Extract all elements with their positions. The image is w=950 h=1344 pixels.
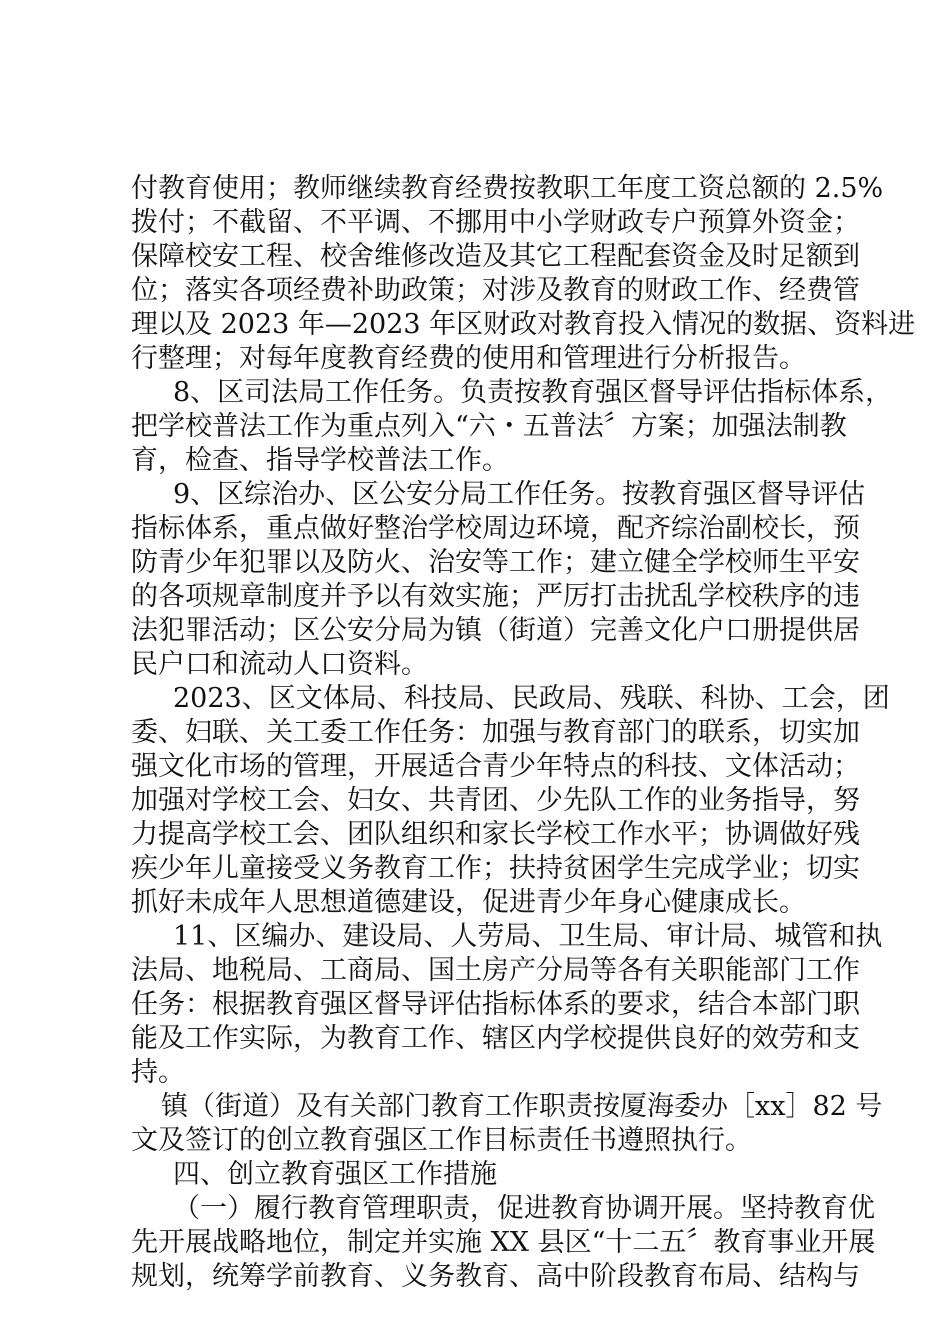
document-line: 疾少年儿童接受义务教育工作；扶持贫困学生完成学业；切实 bbox=[131, 853, 860, 884]
document-line: 2023、区文体局、科技局、民政局、残联、科协、工会，团 bbox=[173, 683, 890, 714]
document-line: 文及签订的创立教育强区工作目标责任书遵照执行。 bbox=[131, 1125, 752, 1156]
document-line: 先开展战略地位，制定并实施 XX 县区“十二五〞教育事业开展 bbox=[131, 1227, 876, 1258]
document-body bbox=[131, 172, 916, 1294]
document-line: 任务：根据教育强区督导评估指标体系的要求，结合本部门职 bbox=[131, 989, 860, 1020]
document-line: 理以及 2023 年—2023 年区财政对教育投入情况的数据、资料进 bbox=[131, 309, 916, 340]
document-line: 保障校安工程、校舍维修改造及其它工程配套资金及时足额到 bbox=[131, 241, 860, 272]
document-line: 拨付；不截留、不平调、不挪用中小学财政专户预算外资金； bbox=[131, 207, 860, 238]
document-line: 民户口和流动人口资料。 bbox=[131, 649, 428, 680]
document-line: 法局、地税局、工商局、国土房产分局等各有关职能部门工作 bbox=[131, 955, 860, 986]
document-line: 强文化市场的管理，开展适合青少年特点的科技、文体活动； bbox=[131, 751, 860, 782]
document-line: 委、妇联、关工委工作任务：加强与教育部门的联系，切实加 bbox=[131, 717, 860, 748]
document-line: 的各项规章制度并予以有效实施；严厉打击扰乱学校秩序的违 bbox=[131, 581, 860, 612]
document-line: 规划，统筹学前教育、义务教育、高中阶段教育布局、结构与 bbox=[131, 1261, 860, 1292]
document-line: 位；落实各项经费补助政策；对涉及教育的财政工作、经费管 bbox=[131, 275, 860, 306]
document-line: 11、区编办、建设局、人劳局、卫生局、审计局、城管和执 bbox=[173, 921, 883, 952]
document-line: 力提高学校工会、团队组织和家长学校工作水平；协调做好残 bbox=[131, 819, 860, 850]
document-line: 指标体系，重点做好整治学校周边环境，配齐综治副校长，预 bbox=[131, 513, 860, 544]
document-line: 行整理；对每年度教育经费的使用和管理进行分析报告。 bbox=[131, 343, 806, 374]
document-line: 抓好未成年人思想道德建设，促进青少年身心健康成长。 bbox=[131, 887, 806, 918]
document-line: 持。 bbox=[131, 1057, 185, 1088]
document-line: （一）履行教育管理职责，促进教育协调开展。坚持教育优 bbox=[173, 1193, 875, 1224]
document-line: 育，检查、指导学校普法工作。 bbox=[131, 445, 509, 476]
document-line: 付教育使用；教师继续教育经费按教职工年度工资总额的 2.5% bbox=[131, 173, 884, 204]
document-line: 把学校普法工作为重点列入“六・五普法〞方案；加强法制教 bbox=[131, 411, 847, 442]
document-line: 能及工作实际，为教育工作、辖区内学校提供良好的效劳和支 bbox=[131, 1023, 860, 1054]
document-line: 9、区综治办、区公安分局工作任务。按教育强区督导评估 bbox=[173, 479, 866, 510]
document-line: 四、创立教育强区工作措施 bbox=[173, 1159, 497, 1190]
document-line: 加强对学校工会、妇女、共青团、少先队工作的业务指导，努 bbox=[131, 785, 860, 816]
document-line: 8、区司法局工作任务。负责按教育强区督导评估指标体系， bbox=[173, 377, 893, 408]
document-line: 法犯罪活动；区公安分局为镇（街道）完善文化户口册提供居 bbox=[131, 615, 860, 646]
document-line: 防青少年犯罪以及防火、治安等工作；建立健全学校师生平安 bbox=[131, 547, 860, 578]
document-line: 镇（街道）及有关部门教育工作职责按厦海委办［xx］82 号 bbox=[161, 1091, 883, 1122]
